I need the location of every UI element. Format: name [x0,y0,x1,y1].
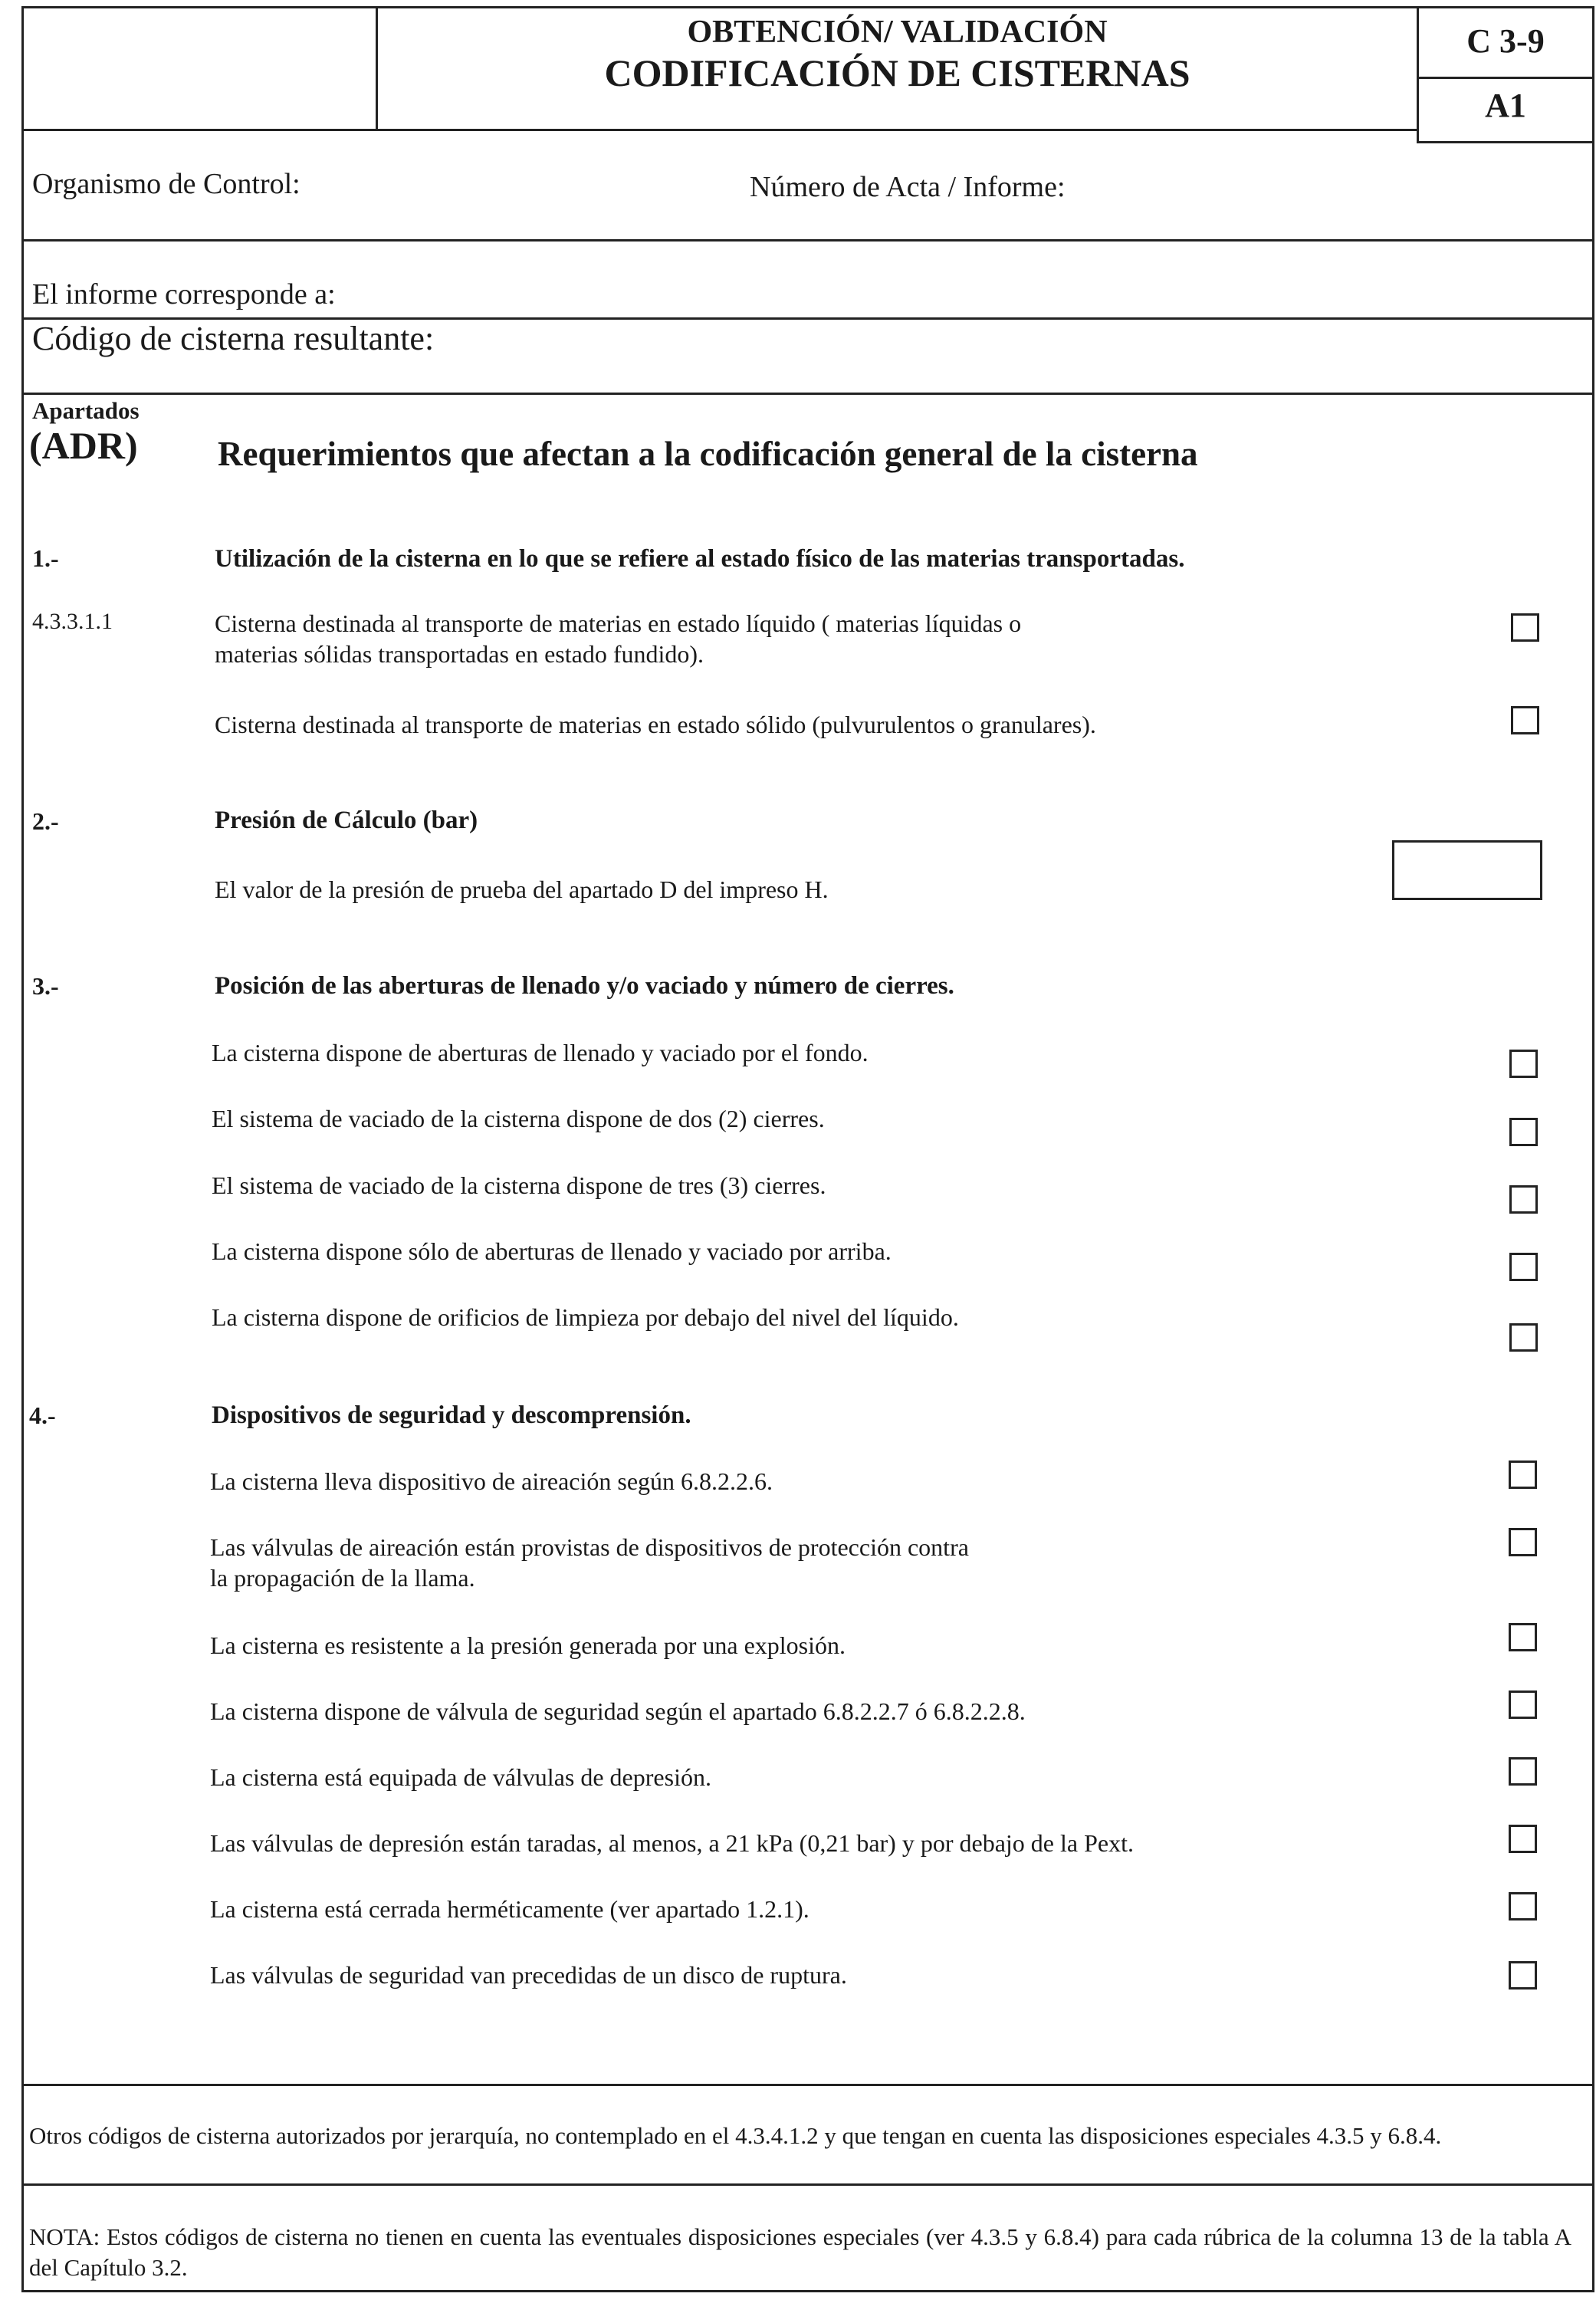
form-code: C 3-9 [1466,22,1545,60]
report-number-label: Número de Acta / Informe: [750,171,1066,203]
section-3-number: 3.- [32,972,59,1000]
section-3-title: Posición de las aberturas de llenado y/o vaciado y número de cierres. [215,972,954,1000]
report-corresponds-label: El informe corresponde a: [32,278,336,310]
checkbox-3-5[interactable] [1509,1323,1538,1352]
item-2-1-line1: El valor de la presión de prueba del apartado D del impreso H. [215,876,829,903]
checkbox-3-1[interactable] [1509,1050,1538,1078]
footer-rule-2 [21,2183,1594,2186]
checkbox-1-2[interactable] [1511,706,1539,734]
frame-left [21,6,24,2292]
header-title-line1: OBTENCIÓN/ VALIDACIÓN [687,15,1108,50]
checkbox-4-4[interactable] [1509,1691,1537,1719]
frame-top [21,6,1594,8]
section-4-title: Dispositivos de seguridad y descomprensión. [212,1401,691,1429]
item-1-1-line1: Cisterna destinada al transporte de materias en estado líquido ( materias líquidas o [215,610,1022,637]
frame-bottom [21,2290,1594,2292]
resulting-code-label: Código de cisterna resultante: [32,320,435,357]
checkbox-3-2[interactable] [1509,1118,1538,1146]
test-pressure-value-box[interactable] [1392,840,1542,900]
checkbox-4-8[interactable] [1509,1961,1537,1990]
item-3-5-line1: La cisterna dispone de orificios de limpieza por debajo del nivel del líquido. [212,1303,959,1331]
note-text: NOTA: Estos códigos de cisterna no tienen en cuenta las eventuales disposiciones especiales (ver 4.3.5 y 6.8.4) para cada rúbrica de la columna 13 de la tabla A del Capítulo 3.2. [29,2223,1571,2281]
item-1-2-line1: Cisterna destinada al transporte de materias en estado sólido (pulvurulentos o granulares). [215,711,1096,738]
header-title-line2: CODIFICACIÓN DE CISTERNAS [604,51,1190,94]
checkbox-3-4[interactable] [1509,1253,1538,1281]
header-bottom-rule [21,129,1418,131]
checkbox-4-6[interactable] [1509,1825,1537,1853]
item-4-6-line1: Las válvulas de depresión están taradas, al menos, a 21 kPa (0,21 bar) y por debajo de la Pext. [210,1829,1134,1857]
item-4-8-line1: Las válvulas de seguridad van precedidas de un disco de ruptura. [210,1961,847,1989]
section-4-number: 4.- [29,1401,56,1429]
item-3-3-line1: El sistema de vaciado de la cisterna dispone de tres (3) cierres. [212,1171,826,1199]
item-4-5-line1: La cisterna está equipada de válvulas de depresión. [210,1763,711,1791]
checkbox-4-1[interactable] [1509,1460,1537,1489]
item-1-1-line2: materias sólidas transportadas en estado fundido). [215,640,704,668]
fields-rule-3 [21,393,1594,395]
item-3-1-line1: La cisterna dispone de aberturas de llenado y vaciado por el fondo. [212,1039,869,1066]
fields-rule-1 [21,239,1594,242]
checkbox-4-5[interactable] [1509,1757,1537,1786]
other-codes-text: Otros códigos de cisterna autorizados por jerarquía, no contemplado en el 4.3.4.1.2 y que tengan en cuenta las disposiciones especiales 4.3.5 y 6.8.4. [29,2122,1442,2149]
item-3-4-line1: La cisterna dispone sólo de aberturas de llenado y vaciado por arriba. [212,1237,892,1265]
item-4-2-line1: Las válvulas de aireación están provistas de dispositivos de protección contra [210,1533,969,1561]
item-4-2-line2: la propagación de la llama. [210,1564,475,1592]
adr-label: (ADR) [29,424,138,467]
section-1-number: 1.- [32,544,59,572]
checkbox-1-1[interactable] [1511,613,1539,642]
item-4-1-line1: La cisterna lleva dispositivo de aireación según 6.8.2.2.6. [210,1467,773,1495]
item-4-4-line1: La cisterna dispone de válvula de seguridad según el apartado 6.8.2.2.7 ó 6.8.2.2.8. [210,1697,1026,1725]
checkbox-4-7[interactable] [1509,1892,1537,1921]
section-2-number: 2.- [32,807,59,835]
sections-label: Apartados [32,397,140,424]
item-4-3-line1: La cisterna es resistente a la presión generada por una explosión. [210,1631,846,1659]
requirements-title: Requerimientos que afectan a la codificación general de la cisterna [218,435,1198,473]
item-3-2-line1: El sistema de vaciado de la cisterna dispone de dos (2) cierres. [212,1105,825,1132]
code-box-bottom [1417,141,1594,143]
section-2-title: Presión de Cálculo (bar) [215,807,478,834]
code-box-divider [1417,77,1594,79]
section-1-title: Utilización de la cisterna en lo que se refiere al estado físico de las materias transportadas. [215,545,1185,573]
checkbox-4-2[interactable] [1509,1528,1537,1556]
control-body-label: Organismo de Control: [32,168,300,200]
checkbox-3-3[interactable] [1509,1185,1538,1214]
item-4-7-line1: La cisterna está cerrada herméticamente (ver apartado 1.2.1). [210,1895,809,1923]
checkbox-4-3[interactable] [1509,1623,1537,1651]
form-annex: A1 [1485,87,1526,124]
frame-right [1592,6,1594,2292]
item-ref: 4.3.3.1.1 [32,609,113,634]
footer-rule-1 [21,2084,1594,2086]
